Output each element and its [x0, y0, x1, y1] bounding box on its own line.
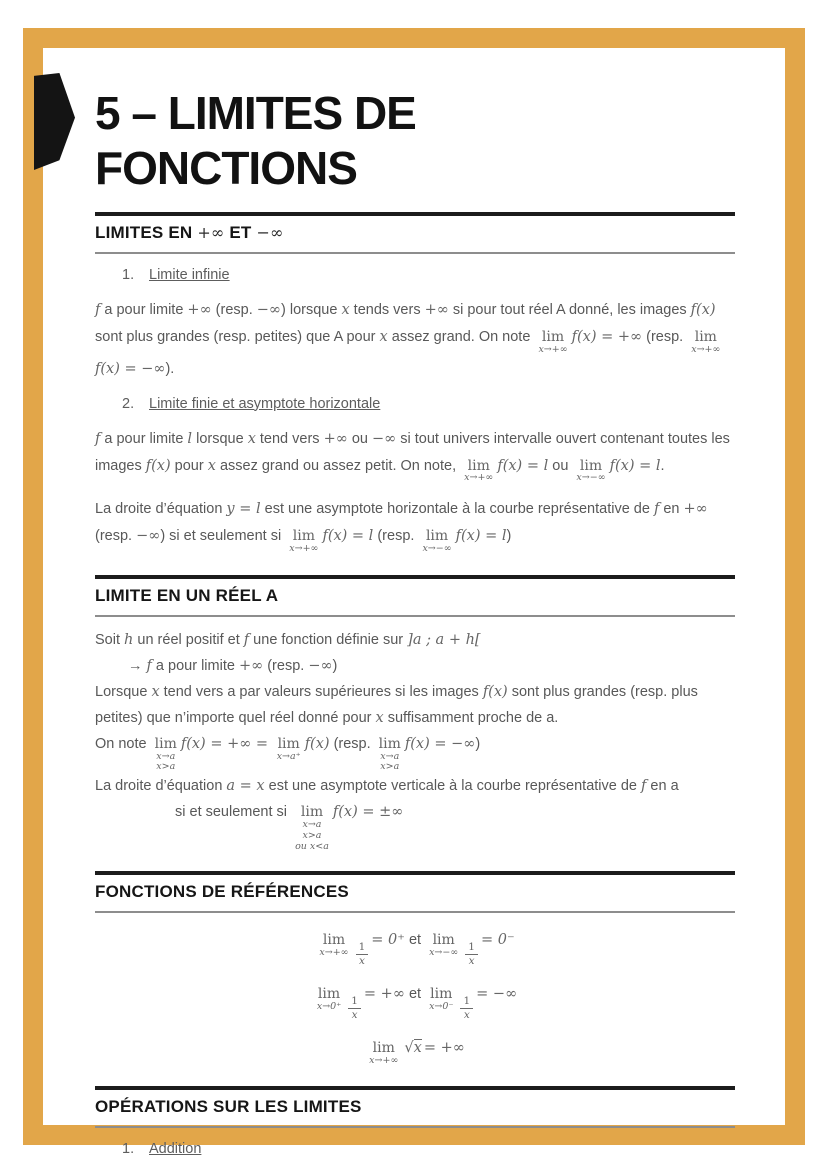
run-t: (resp.: [211, 302, 257, 318]
list-item-limite-infinie: [122, 267, 735, 283]
run-t: assez grand. On note: [387, 329, 535, 345]
run-t: si pour tout réel A donné, les images: [448, 302, 691, 318]
lim-word: lim: [467, 457, 490, 474]
run-m: f(x) = l: [609, 457, 661, 474]
run-t: est une asymptote verticale à la courbe représentative de: [264, 778, 642, 795]
run-t: (resp.: [263, 657, 309, 674]
lim-underscript: x→a: [380, 750, 400, 762]
lim-underscript: x→+∞: [691, 343, 721, 355]
run-m: f: [653, 501, 660, 518]
run-m: y = l: [226, 501, 261, 518]
fraction-part: 1: [348, 996, 361, 1009]
formula-inverse-zero: [95, 981, 735, 1021]
run-t: ).: [165, 360, 175, 377]
run-t: La droite d’équation: [95, 501, 227, 518]
run-t: (resp.: [329, 735, 375, 752]
run-m: f(x) = ±∞: [332, 804, 404, 821]
run-sqrt: [404, 1040, 421, 1056]
lim-underscript: x→a⁺: [276, 750, 301, 762]
run-lim: [538, 330, 567, 356]
fraction-part: x: [358, 954, 365, 967]
list-item-limite-finie: [122, 396, 735, 412]
run-m: +∞: [683, 501, 708, 518]
run-t: tend vers: [255, 430, 324, 447]
run-t: un réel positif et: [133, 631, 244, 648]
fraction-part: 1: [465, 942, 478, 955]
page-title: 5 – LIMITES DE FONCTIONS: [95, 87, 416, 194]
lim-word: lim: [579, 457, 603, 474]
run-m: +∞: [238, 657, 264, 674]
fraction-part: 1: [460, 996, 473, 1009]
section-limite-en-un-reel-a: [95, 575, 735, 853]
lim-word: lim: [430, 985, 453, 1002]
run-m: x: [375, 709, 384, 726]
run-m: f(x) = l: [322, 528, 374, 545]
lim-word: lim: [277, 735, 300, 752]
run-frac: [356, 942, 369, 966]
run-m: −∞: [256, 223, 284, 242]
run-m: x: [207, 457, 216, 474]
run-m: f(x): [145, 457, 171, 474]
run-t: LIMITE EN UN RÉEL A: [95, 585, 279, 605]
run-m: f: [641, 778, 647, 795]
run-lim: [429, 933, 458, 959]
run-t: si et seulement si: [175, 804, 292, 821]
lim-word: lim: [425, 528, 449, 545]
lim-underscript: x→+∞: [538, 343, 568, 355]
run-m: f: [243, 631, 250, 648]
sqrt-part: √: [404, 1039, 414, 1056]
run-lim: [576, 459, 605, 485]
paragraph-lorsque-x: [95, 679, 735, 731]
lim-underscript: x→−∞: [422, 542, 452, 554]
formula-inverse-infini: [95, 927, 735, 967]
run-frac: [348, 996, 361, 1020]
lim-underscript: x>a: [156, 761, 176, 773]
lim-underscript: x→+∞: [289, 542, 319, 554]
run-m: +∞: [197, 223, 225, 242]
section-header: [95, 212, 735, 254]
run-t: si tout univers intervalle ouvert contenant toutes les images: [95, 430, 730, 474]
run-t: a pour limite: [151, 657, 239, 674]
run-t: assez grand ou assez petit. On note,: [215, 457, 461, 474]
lim-underscript: x→0⁺: [316, 1000, 342, 1012]
list-number: 2.: [122, 395, 135, 412]
run-t: ): [506, 528, 512, 545]
run-m: −∞: [256, 302, 282, 318]
run-t: LIMITES EN: [95, 223, 198, 242]
lim-underscript: x→a: [302, 819, 322, 831]
paragraph-limite-infinie: [95, 297, 735, 383]
lim-word: lim: [154, 735, 177, 752]
run-t: sont plus grandes (resp. plus petites) que n’importe quel réel donné pour: [95, 683, 698, 726]
page-content: [95, 0, 735, 1157]
run-lim: [369, 1041, 398, 1067]
run-t: ) si et seulement si: [160, 528, 286, 545]
run-lim: [319, 933, 348, 959]
run-m: f(x) = −∞: [95, 360, 166, 377]
run-m: f(x): [690, 302, 716, 318]
section-header: [95, 575, 735, 617]
run-lim: [295, 805, 329, 852]
section-limites-en-infini: [95, 212, 735, 555]
formula-racine: [95, 1035, 735, 1067]
run-t: est une asymptote horizontale à la courbe représentative de: [260, 501, 654, 518]
run-m: f(x): [482, 683, 508, 700]
run-m: +∞: [424, 302, 449, 318]
run-t: tends vers: [349, 302, 425, 318]
run-lim: [691, 330, 720, 356]
section-header: [95, 871, 735, 913]
paragraph-limite-finie: [95, 426, 735, 485]
run-lim: [464, 459, 493, 485]
run-m: = +∞: [363, 985, 405, 1002]
run-m: h: [124, 631, 134, 648]
run-t: tend vers a par valeurs supérieures si les images: [159, 683, 483, 700]
lim-word: lim: [378, 735, 401, 752]
lim-underscript: x>a: [302, 829, 322, 841]
lim-word: lim: [317, 985, 341, 1002]
run-m: = +∞: [423, 1039, 465, 1056]
run-t: Soit: [95, 631, 125, 648]
run-frac: [460, 996, 473, 1020]
run-t: (resp.: [642, 329, 688, 345]
paragraph-asymptote-horizontale: [95, 496, 735, 555]
lim-word: lim: [300, 804, 324, 821]
run-m: x: [151, 683, 160, 700]
list-label: Limite infinie: [149, 267, 230, 283]
lim-underscript: x→a: [156, 750, 176, 762]
line-soit-h: [95, 627, 735, 653]
list-number: 1.: [122, 267, 135, 283]
lim-underscript: x>a: [380, 761, 400, 773]
lim-word: lim: [432, 931, 455, 948]
lim-word: lim: [541, 329, 565, 345]
sqrt-part: x: [413, 1039, 422, 1056]
run-m: f(x) = +∞ =: [180, 735, 273, 752]
run-m: x: [341, 302, 350, 318]
run-lim: [429, 987, 453, 1013]
section-operations-sur-les-limites: [95, 1086, 735, 1157]
run-lim: [422, 529, 451, 555]
list-number: 1.: [122, 1141, 135, 1158]
fraction-part: x: [351, 1008, 358, 1021]
run-m: = −∞: [476, 985, 518, 1002]
line-si-et-seulement-si: [175, 799, 735, 852]
run-t: suffisamment proche de a.: [383, 709, 559, 726]
run-m: f(x) = l: [455, 528, 507, 545]
run-t: FONCTIONS DE RÉFÉRENCES: [95, 881, 349, 901]
run-m: x: [379, 329, 388, 345]
run-t: a pour limite: [100, 302, 188, 318]
lim-underscript: x→+∞: [464, 472, 494, 484]
run-m: f(x) = +∞: [571, 329, 643, 345]
section-heading: [95, 223, 735, 243]
run-t: ou: [548, 457, 573, 474]
run-m: = 0⁺: [371, 931, 405, 948]
run-t: lorsque: [192, 430, 248, 447]
run-lim: [289, 529, 318, 555]
lim-underscript: x→−∞: [429, 946, 459, 958]
run-m: f(x) = l: [497, 457, 549, 474]
run-m: = 0⁻: [480, 931, 515, 948]
run-t: en: [659, 501, 684, 518]
run-m: f: [95, 430, 101, 447]
run-frac: [465, 942, 478, 966]
run-lim: [379, 737, 401, 774]
lim-word: lim: [292, 528, 315, 545]
run-t: ET: [224, 223, 257, 242]
run-m: ]a ; a + h[: [407, 631, 481, 648]
run-t: La droite d’équation: [95, 778, 227, 795]
run-m: −∞: [372, 430, 397, 447]
list-item-addition: [122, 1141, 735, 1157]
lim-underscript: x→−∞: [576, 472, 606, 484]
run-m: −∞: [136, 528, 161, 545]
lim-underscript: x→+∞: [319, 946, 349, 958]
list-label: Limite finie et asymptote horizontale: [149, 395, 381, 412]
run-t: pour: [170, 457, 208, 474]
run-t: ou: [347, 430, 372, 447]
run-t: Lorsque: [95, 683, 152, 700]
section-header: [95, 1086, 735, 1128]
run-lim: [317, 987, 341, 1013]
run-m: +∞: [187, 302, 212, 318]
section-heading: [95, 882, 735, 902]
run-m: a = x: [226, 778, 265, 795]
lim-underscript: x→0⁻: [429, 1000, 454, 1012]
line-asymptote-verticale: [95, 773, 735, 799]
lim-word: lim: [694, 329, 717, 345]
run-lim: [277, 737, 301, 763]
run-t: .: [660, 457, 665, 474]
run-t: →: [128, 657, 147, 674]
run-t: et: [404, 931, 426, 948]
lim-underscript: ou x<a: [295, 840, 329, 852]
line-on-note: [95, 731, 735, 774]
run-m: f(x) = −∞: [404, 735, 476, 752]
run-t: et: [404, 985, 426, 1002]
section-heading: [95, 586, 735, 606]
run-m: x: [247, 430, 256, 447]
section-fonctions-de-references: [95, 871, 735, 1067]
run-t: (resp.: [373, 528, 419, 545]
lim-word: lim: [322, 931, 346, 948]
run-m: −∞: [308, 657, 333, 674]
line-arrow-limite: [128, 653, 735, 679]
run-t: (resp.: [95, 528, 137, 545]
run-t: ): [332, 657, 338, 674]
run-t: en a: [646, 778, 679, 795]
lim-underscript: x→+∞: [369, 1054, 399, 1066]
run-m: l: [187, 430, 193, 447]
fraction-part: x: [468, 954, 475, 967]
run-t: OPÉRATIONS SUR LES LIMITES: [95, 1097, 362, 1117]
run-t: ) lorsque: [281, 302, 342, 318]
run-m: f(x): [304, 735, 330, 752]
fraction-part: x: [463, 1008, 470, 1021]
list-label: Addition: [149, 1141, 202, 1158]
run-t: ): [475, 735, 481, 752]
run-lim: [155, 737, 177, 774]
run-m: f: [95, 302, 101, 318]
run-t: sont plus grandes (resp. petites) que A pour: [95, 329, 380, 345]
run-t: On note: [95, 735, 151, 752]
run-t: a pour limite: [100, 430, 188, 447]
run-m: +∞: [323, 430, 348, 447]
lim-word: lim: [372, 1039, 395, 1056]
run-m: f: [146, 657, 152, 674]
section-heading: [95, 1097, 735, 1117]
fraction-part: 1: [356, 942, 369, 955]
run-t: une fonction définie sur: [249, 631, 408, 648]
